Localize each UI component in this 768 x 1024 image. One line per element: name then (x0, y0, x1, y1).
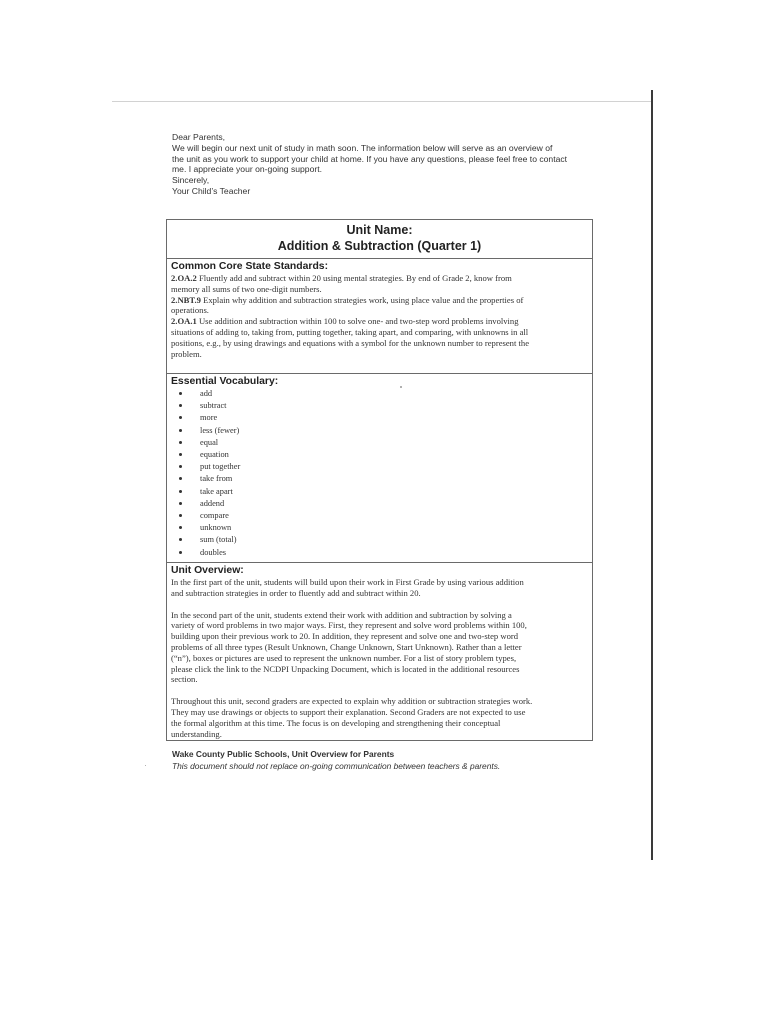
overview-line: please click the link to the NCDPI Unpacking Document, which is located in the additional resources (171, 663, 520, 674)
letter-line: the unit as you work to support your child at home. If you have any questions, please feel free to contact (172, 153, 568, 164)
letter-signature: Your Child’s Teacher (172, 185, 251, 196)
vocabulary-item (179, 388, 588, 400)
vocabulary-item (179, 461, 588, 473)
vocabulary-term: sum (total) (200, 535, 237, 545)
vocabulary-term: more (200, 413, 218, 423)
overview-paragraph (171, 577, 588, 599)
vocabulary-term: put together (200, 462, 241, 472)
bullet-icon (179, 538, 182, 541)
parent-letter (172, 132, 632, 197)
vocabulary-term: compare (200, 511, 229, 521)
bullet-icon (179, 514, 182, 517)
vocabulary-item (179, 534, 588, 546)
vocabulary-term: take from (200, 474, 233, 484)
overview-line: section. (171, 674, 198, 685)
bullet-icon (179, 429, 182, 432)
footer-source: Wake County Public Schools, Unit Overview for Parents (172, 749, 395, 759)
bullet-icon (179, 416, 182, 419)
letter-line: me. I appreciate your on-going support. (172, 164, 323, 175)
vocabulary-item (179, 510, 588, 522)
overview-line: They may use drawings or objects to support their explanation. Second Graders are not expected to use (171, 706, 526, 717)
overview-line: In the second part of the unit, students extend their work with addition and subtraction by solving a (171, 609, 512, 620)
footer-disclaimer: This document should not replace on-going communication between teachers & parents. (172, 761, 501, 771)
standard-item (171, 316, 588, 359)
vocabulary-item (179, 486, 588, 498)
overview-line: understanding. (171, 728, 222, 739)
scan-page-edge (651, 90, 653, 860)
vocabulary-item (179, 425, 588, 437)
unit-title-block (167, 220, 592, 259)
bullet-icon (179, 453, 182, 456)
standards-list (171, 273, 588, 359)
standards-heading: Common Core State Standards: (171, 261, 329, 272)
unit-name: Addition & Subtraction (Quarter 1) (277, 239, 482, 253)
overview-line: building upon their previous work to 20. In addition, they represent and solve one and two-step word (171, 631, 519, 642)
bullet-icon (179, 490, 182, 493)
overview-line: Throughout this unit, second graders are expected to explain why addition or subtraction strategies work. (171, 696, 533, 707)
unit-overview-table (166, 219, 593, 741)
vocabulary-list (171, 388, 588, 559)
letter-greeting: Dear Parents, (172, 132, 226, 142)
overview-line: the formal algorithm at this time. The focus is on developing and strengthening their conceptual (171, 717, 501, 728)
overview-text (171, 577, 588, 739)
overview-paragraph (171, 696, 588, 739)
vocabulary-term: add (200, 389, 213, 398)
vocabulary-item (179, 473, 588, 485)
standard-text: problem. (171, 348, 202, 359)
standard-text: situations of adding to, taking from, putting together, taking apart, and comparing, with unknowns in all (171, 326, 529, 337)
document-footer (172, 748, 632, 772)
vocabulary-heading: Essential Vocabulary: (171, 376, 279, 387)
vocabulary-term: equal (200, 437, 219, 447)
overview-line: variety of word problems in two major ways. First, they represent and solve word problems within 100, (171, 620, 527, 631)
standard-text: positions, e.g., by using drawings and equations with a symbol for the unknown number to represent the (171, 337, 530, 348)
overview-section (167, 563, 592, 739)
overview-heading: Unit Overview: (171, 565, 244, 576)
standard-text: Use addition and subtraction within 100 to solve one- and two-step word problems involving (198, 316, 519, 327)
vocabulary-term: equation (200, 450, 229, 460)
overview-line: problems of all three types (Result Unknown, Change Unknown, Start Unknown). Rather than a letter (171, 641, 522, 652)
letter-line: We will begin our next unit of study in math soon. The information below will serve as an overview of (172, 142, 553, 153)
bullet-icon (179, 526, 182, 529)
overview-line: and subtraction strategies in order to fluently add and subtract within 20. (171, 587, 421, 598)
standards-section (167, 259, 592, 374)
standard-code: 2.OA.2 (171, 273, 197, 283)
overview-line: (“n”), boxes or pictures are used to represent the unknown number. For a list of story problem types, (171, 652, 517, 663)
vocabulary-item (179, 449, 588, 461)
vocabulary-item (179, 412, 588, 424)
standard-text: Explain why addition and subtraction strategies work, using place value and the properties of (203, 294, 524, 305)
bullet-icon (179, 502, 182, 505)
vocabulary-item (179, 437, 588, 449)
overview-line: In the first part of the unit, students will build upon their work in First Grade by using various addition (171, 577, 524, 587)
standard-text: Fluently add and subtract within 20 using mental strategies. By end of Grade 2, know from (198, 273, 512, 283)
bullet-icon (179, 477, 182, 480)
scan-top-rule (112, 101, 652, 102)
bullet-icon (179, 392, 182, 395)
standard-item (171, 295, 588, 317)
letter-closing: Sincerely, (172, 175, 210, 186)
vocabulary-term: doubles (200, 547, 227, 557)
bullet-icon (179, 465, 182, 468)
bullet-icon (179, 404, 182, 407)
vocabulary-item (179, 547, 588, 559)
vocabulary-item (179, 400, 588, 412)
standard-text: operations. (171, 305, 209, 316)
vocabulary-term: subtract (200, 401, 227, 411)
bullet-icon (179, 551, 182, 554)
bullet-icon (179, 441, 182, 444)
standard-text: memory all sums of two one-digit numbers. (171, 283, 322, 294)
standard-code: 2.NBT.9 (171, 294, 201, 305)
vocabulary-term: unknown (200, 523, 232, 533)
vocabulary-section (167, 374, 592, 563)
scan-speck (145, 765, 146, 766)
vocabulary-term: less (fewer) (200, 425, 240, 435)
vocabulary-term: take apart (200, 486, 233, 496)
standard-item (171, 273, 588, 295)
standard-code: 2.OA.1 (171, 316, 197, 327)
unit-name-label: Unit Name: (346, 223, 413, 237)
vocabulary-item (179, 522, 588, 534)
vocabulary-term: addend (200, 498, 225, 508)
vocabulary-item (179, 498, 588, 510)
overview-paragraph (171, 610, 588, 686)
